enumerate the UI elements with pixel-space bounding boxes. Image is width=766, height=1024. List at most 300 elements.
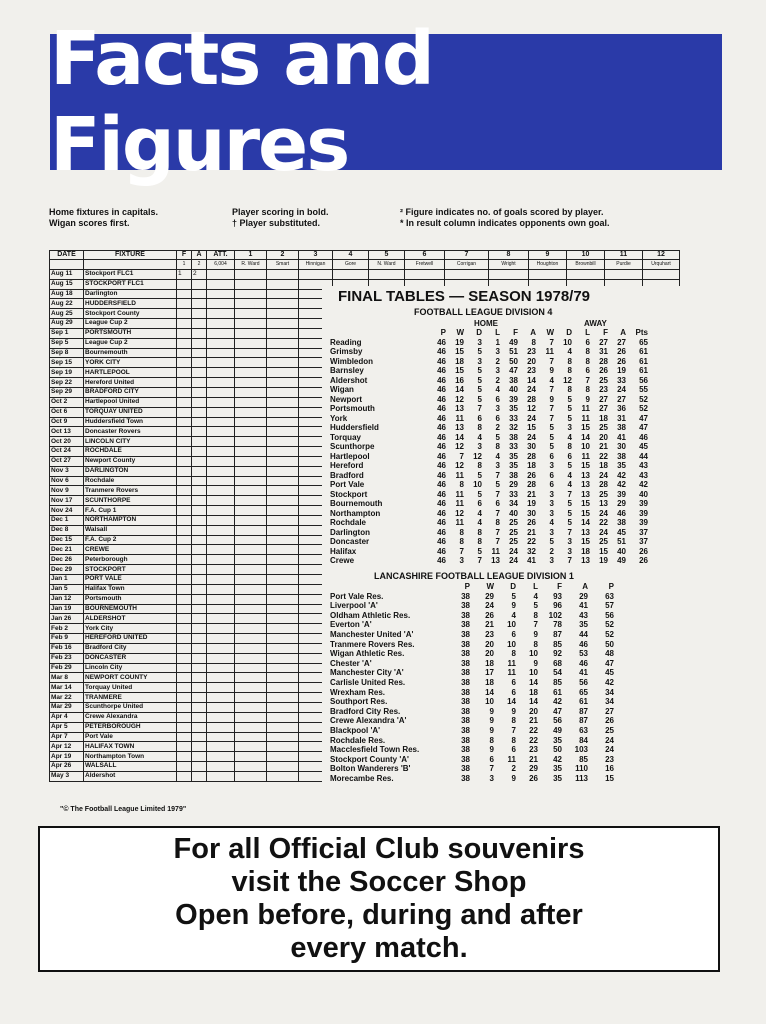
stat-value: 38 bbox=[461, 706, 470, 716]
result-cell bbox=[177, 447, 192, 457]
fixture-name: HEREFORD UNITED bbox=[84, 634, 177, 644]
result-cell bbox=[267, 496, 299, 506]
stat-value: 27 bbox=[617, 394, 626, 404]
table-row bbox=[330, 442, 648, 452]
table-row bbox=[330, 640, 614, 650]
result-cell bbox=[207, 624, 235, 634]
stat-value: 4 bbox=[495, 385, 500, 394]
result-cell bbox=[207, 712, 235, 722]
stat-value: 53 bbox=[579, 649, 588, 659]
stat-value: 27 bbox=[599, 394, 608, 404]
result-cell bbox=[177, 535, 192, 545]
result-cell bbox=[192, 407, 207, 417]
stat-value: 38 bbox=[509, 470, 518, 480]
result-cell bbox=[192, 506, 207, 516]
stat-value: 12 bbox=[563, 375, 572, 385]
notes-right bbox=[400, 207, 610, 229]
result-cell bbox=[207, 762, 235, 772]
stat-value: 38 bbox=[461, 773, 470, 783]
stat-value: 34 bbox=[605, 687, 614, 697]
result-cell bbox=[235, 624, 267, 634]
stat-value: 1 bbox=[495, 337, 500, 347]
result-cell bbox=[207, 515, 235, 525]
result-cell bbox=[235, 437, 267, 447]
stat-value: 7 bbox=[549, 337, 554, 347]
result-cell bbox=[267, 338, 299, 348]
stat-value: 4 bbox=[567, 470, 572, 480]
stat-value: 38 bbox=[461, 601, 470, 611]
result-cell bbox=[207, 358, 235, 368]
fixture-date: Sep 8 bbox=[50, 348, 84, 358]
fixture-date: Feb 16 bbox=[50, 643, 84, 653]
stat-header: A bbox=[530, 328, 536, 337]
result-cell bbox=[235, 358, 267, 368]
result-cell bbox=[177, 604, 192, 614]
stat-value: 50 bbox=[509, 356, 518, 366]
column-header: 6 bbox=[405, 251, 445, 260]
stat-value: 29 bbox=[579, 591, 588, 601]
result-cell bbox=[235, 407, 267, 417]
stat-value: 6 bbox=[495, 394, 500, 404]
stat-header: L bbox=[533, 582, 538, 591]
fixture-name: Rochdale bbox=[84, 476, 177, 486]
table-row bbox=[330, 668, 614, 678]
column-header: F bbox=[177, 251, 192, 260]
stat-value: 10 bbox=[563, 337, 572, 347]
header-banner bbox=[50, 16, 722, 188]
result-cell bbox=[235, 486, 267, 496]
stat-header: W bbox=[456, 328, 464, 337]
result-cell bbox=[207, 594, 235, 604]
fixture-name: LINCOLN CITY bbox=[84, 437, 177, 447]
result-cell bbox=[177, 309, 192, 319]
team-name: Stockport County 'A' bbox=[330, 754, 409, 764]
stat-value: 28 bbox=[527, 451, 536, 461]
result-cell bbox=[177, 368, 192, 378]
final-tables-title: FINAL TABLES — SEASON 1978/79 bbox=[338, 288, 591, 305]
stat-value: 8 bbox=[533, 610, 538, 620]
table-row bbox=[330, 745, 614, 755]
stat-value: 46 bbox=[437, 451, 446, 461]
stat-value: 42 bbox=[639, 480, 648, 489]
player-name: Houghton bbox=[529, 260, 567, 270]
result-cell bbox=[192, 427, 207, 437]
team-name: Southport Res. bbox=[330, 697, 388, 707]
player-name: N. Ward bbox=[369, 260, 405, 270]
stat-value: 40 bbox=[617, 546, 626, 556]
stat-value: 9 bbox=[489, 745, 494, 755]
table-row bbox=[330, 611, 614, 621]
stat-value: 14 bbox=[529, 677, 538, 687]
fixture-date: Dec 29 bbox=[50, 565, 84, 575]
stat-value: 32 bbox=[527, 546, 536, 556]
fixture-name: DARLINGTON bbox=[84, 466, 177, 476]
result-cell bbox=[207, 407, 235, 417]
stat-value: 5 bbox=[567, 499, 572, 508]
result-cell bbox=[267, 437, 299, 447]
stat-value: 47 bbox=[605, 658, 614, 668]
result-cell bbox=[177, 456, 192, 466]
team-name: Doncaster bbox=[330, 537, 370, 546]
result-cell bbox=[177, 417, 192, 427]
result-cell bbox=[267, 594, 299, 604]
stat-value: 55 bbox=[639, 385, 648, 394]
advert-line: For all Official Club souvenirs bbox=[173, 833, 585, 865]
result-cell bbox=[192, 368, 207, 378]
result-cell bbox=[235, 742, 267, 752]
table-row bbox=[330, 630, 614, 640]
stat-value: 13 bbox=[581, 556, 590, 565]
fixture-name: York City bbox=[84, 624, 177, 634]
soccer-shop-advert bbox=[38, 826, 720, 972]
stat-value: 10 bbox=[507, 620, 516, 630]
column-header: 10 bbox=[567, 251, 605, 260]
fixture-date: Dec 1 bbox=[50, 515, 84, 525]
stat-value: 15 bbox=[581, 537, 590, 546]
stat-header: A bbox=[620, 328, 626, 337]
stat-value: 20 bbox=[485, 639, 494, 649]
stat-value: 33 bbox=[617, 375, 626, 385]
result-cell bbox=[207, 742, 235, 752]
stat-value: 38 bbox=[461, 754, 470, 764]
result-cell bbox=[207, 486, 235, 496]
fixture-date: Aug 18 bbox=[50, 289, 84, 299]
stat-value: 7 bbox=[585, 375, 590, 385]
result-cell bbox=[207, 683, 235, 693]
advert-line: visit the Soccer Shop bbox=[231, 866, 527, 898]
stat-value: 61 bbox=[639, 347, 648, 356]
column-header: 11 bbox=[605, 251, 643, 260]
div4-header-row bbox=[330, 328, 648, 338]
stat-value: 15 bbox=[455, 366, 464, 375]
team-name: Rochdale bbox=[330, 518, 367, 527]
result-cell bbox=[235, 634, 267, 644]
stat-value: 14 bbox=[507, 697, 516, 707]
stat-value: 9 bbox=[549, 366, 554, 375]
stat-value: 7 bbox=[477, 404, 482, 413]
fixtures-header-row bbox=[50, 251, 680, 260]
result-cell bbox=[192, 279, 207, 289]
result-cell bbox=[267, 358, 299, 368]
stat-value: 11 bbox=[507, 658, 516, 668]
stat-value: 15 bbox=[581, 499, 590, 508]
team-name: Wimbledon bbox=[330, 356, 374, 366]
stat-value: 37 bbox=[639, 527, 648, 537]
result-cell bbox=[177, 702, 192, 712]
stat-value: 3 bbox=[477, 442, 482, 451]
team-name: Port Vale bbox=[330, 480, 365, 489]
stat-value: 18 bbox=[529, 687, 538, 697]
result-cell bbox=[207, 663, 235, 673]
result-cell bbox=[192, 447, 207, 457]
stat-value: 102 bbox=[548, 610, 562, 620]
stat-value: 38 bbox=[461, 668, 470, 678]
fixture-date: Feb 29 bbox=[50, 663, 84, 673]
result-cell bbox=[192, 466, 207, 476]
result-cell bbox=[207, 309, 235, 319]
stat-value: 3 bbox=[477, 356, 482, 366]
fixture-name: HUDDERSFIELD bbox=[84, 299, 177, 309]
stat-value: 39 bbox=[639, 518, 648, 527]
result-cell bbox=[177, 496, 192, 506]
result-cell bbox=[235, 594, 267, 604]
result-cell bbox=[177, 722, 192, 732]
result-cell bbox=[192, 634, 207, 644]
stat-value: 35 bbox=[509, 451, 518, 461]
table-row bbox=[330, 452, 648, 462]
stat-value: 22 bbox=[527, 537, 536, 546]
stat-value: 14 bbox=[529, 697, 538, 707]
stat-value: 7 bbox=[459, 546, 464, 556]
column-header: ATT. bbox=[207, 251, 235, 260]
stat-header: F bbox=[557, 582, 562, 591]
fixture-date: Jan 26 bbox=[50, 614, 84, 624]
result-cell bbox=[267, 702, 299, 712]
player-name: 6,004 bbox=[207, 260, 235, 270]
result-cell bbox=[177, 525, 192, 535]
fixture-name: WALSALL bbox=[84, 762, 177, 772]
result-cell bbox=[192, 437, 207, 447]
fixture-date: Dec 21 bbox=[50, 545, 84, 555]
fixture-name: Crewe Alexandra bbox=[84, 712, 177, 722]
stat-value: 35 bbox=[617, 461, 626, 470]
copyright-note: "© The Football League Limited 1979" bbox=[60, 806, 187, 813]
stat-value: 35 bbox=[553, 764, 562, 774]
stat-header: D bbox=[476, 328, 482, 337]
stat-value: 87 bbox=[553, 629, 562, 639]
stat-value: 31 bbox=[617, 413, 626, 423]
result-cell bbox=[177, 299, 192, 309]
stat-value: 35 bbox=[553, 773, 562, 783]
stat-value: 8 bbox=[585, 356, 590, 366]
stat-value: 68 bbox=[553, 658, 562, 668]
table-row bbox=[330, 537, 648, 547]
stat-value: 35 bbox=[509, 461, 518, 470]
stat-value: 61 bbox=[639, 356, 648, 366]
stat-value: 25 bbox=[509, 537, 518, 546]
result-cell bbox=[192, 683, 207, 693]
result-cell bbox=[177, 515, 192, 525]
result-cell bbox=[207, 653, 235, 663]
stat-value: 43 bbox=[639, 461, 648, 470]
stat-header: Pts bbox=[635, 328, 648, 337]
stat-value: 24 bbox=[605, 745, 614, 755]
stat-value: 92 bbox=[553, 649, 562, 659]
stat-value: 18 bbox=[485, 658, 494, 668]
result-cell bbox=[267, 575, 299, 585]
stat-value: 31 bbox=[599, 347, 608, 356]
team-name: Aldershot bbox=[330, 375, 368, 385]
note-line: † Player substituted. bbox=[232, 218, 321, 228]
stat-value: 14 bbox=[485, 687, 494, 697]
result-cell bbox=[235, 771, 267, 781]
result-cell bbox=[267, 614, 299, 624]
stat-value: 4 bbox=[495, 451, 500, 461]
fixture-date: Mar 14 bbox=[50, 683, 84, 693]
result-cell bbox=[177, 663, 192, 673]
stat-value: 46 bbox=[437, 527, 446, 537]
result-cell bbox=[445, 269, 489, 279]
stat-value: 29 bbox=[485, 591, 494, 601]
stat-value: 25 bbox=[509, 518, 518, 527]
column-header: 5 bbox=[369, 251, 405, 260]
result-cell bbox=[177, 338, 192, 348]
stat-value: 21 bbox=[529, 716, 538, 726]
stat-value: 5 bbox=[567, 413, 572, 423]
stat-value: 46 bbox=[437, 508, 446, 518]
fixture-name: Halifax Town bbox=[84, 584, 177, 594]
stat-value: 10 bbox=[485, 697, 494, 707]
stat-value: 4 bbox=[567, 480, 572, 489]
table-row bbox=[330, 592, 614, 602]
team-name: Oldham Athletic Res. bbox=[330, 610, 411, 620]
result-cell bbox=[207, 289, 235, 299]
stat-value: 5 bbox=[477, 489, 482, 499]
stat-value: 46 bbox=[437, 375, 446, 385]
result-cell bbox=[192, 476, 207, 486]
stat-value: 8 bbox=[459, 527, 464, 537]
fixture-name: PETERBOROUGH bbox=[84, 722, 177, 732]
result-cell bbox=[235, 565, 267, 575]
stat-value: 12 bbox=[455, 461, 464, 470]
fixture-name: Stockport FLC1 bbox=[84, 269, 177, 279]
result-cell bbox=[267, 634, 299, 644]
stat-value: 13 bbox=[599, 499, 608, 508]
fixture-date: Feb 23 bbox=[50, 653, 84, 663]
stat-value: 34 bbox=[509, 499, 518, 508]
table-row bbox=[330, 688, 614, 698]
stat-value: 61 bbox=[639, 366, 648, 375]
stat-value: 8 bbox=[477, 461, 482, 470]
result-cell bbox=[192, 515, 207, 525]
fixture-cell bbox=[50, 260, 84, 270]
fixture-name: Huddersfield Town bbox=[84, 417, 177, 427]
stat-value: 5 bbox=[477, 366, 482, 375]
result-cell bbox=[369, 269, 405, 279]
stat-value: 85 bbox=[579, 754, 588, 764]
result-cell: 2 bbox=[192, 269, 207, 279]
fixture-date: Apr 4 bbox=[50, 712, 84, 722]
result-cell bbox=[192, 575, 207, 585]
stat-value: 84 bbox=[579, 735, 588, 745]
stat-value: 26 bbox=[605, 716, 614, 726]
stat-value: 56 bbox=[639, 375, 648, 385]
stat-value: 13 bbox=[491, 556, 500, 565]
stat-value: 9 bbox=[533, 629, 538, 639]
column-header: FIXTURE bbox=[84, 251, 177, 260]
result-cell bbox=[192, 663, 207, 673]
stat-value: 50 bbox=[605, 639, 614, 649]
result-cell bbox=[267, 368, 299, 378]
stat-value: 20 bbox=[527, 356, 536, 366]
result-cell bbox=[192, 624, 207, 634]
fixture-name: Peterborough bbox=[84, 555, 177, 565]
stat-value: 57 bbox=[605, 601, 614, 611]
stat-value: 96 bbox=[553, 601, 562, 611]
fixture-name: Stockport County bbox=[84, 309, 177, 319]
result-cell bbox=[267, 407, 299, 417]
stat-value: 24 bbox=[527, 385, 536, 394]
note-line: * In result column indicates opponents own goal. bbox=[400, 218, 610, 228]
stat-value: 12 bbox=[527, 404, 536, 413]
result-cell bbox=[192, 358, 207, 368]
note-line: ² Figure indicates no. of goals scored by player. bbox=[400, 207, 604, 217]
stat-value: 38 bbox=[461, 610, 470, 620]
team-name: Macclesfield Town Res. bbox=[330, 745, 420, 755]
stat-value: 38 bbox=[461, 591, 470, 601]
stat-value: 36 bbox=[617, 404, 626, 413]
stat-value: 19 bbox=[527, 499, 536, 508]
table-row bbox=[330, 395, 648, 405]
stat-value: 4 bbox=[477, 508, 482, 518]
result-cell bbox=[177, 348, 192, 358]
fixture-name: Portsmouth bbox=[84, 594, 177, 604]
result-cell bbox=[235, 653, 267, 663]
stat-value: 19 bbox=[455, 337, 464, 347]
fixture-date: Jan 5 bbox=[50, 584, 84, 594]
team-name: Crewe Alexandra 'A' bbox=[330, 716, 407, 726]
stat-value: 47 bbox=[553, 706, 562, 716]
result-cell bbox=[192, 289, 207, 299]
stat-value: 29 bbox=[617, 499, 626, 508]
stat-value: 7 bbox=[549, 356, 554, 366]
stat-value: 38 bbox=[461, 745, 470, 755]
stat-header: D bbox=[566, 328, 572, 337]
final-tables-panel bbox=[322, 286, 712, 790]
stat-value: 46 bbox=[437, 337, 446, 347]
stat-value: 8 bbox=[585, 385, 590, 394]
stat-value: 5 bbox=[549, 432, 554, 442]
stat-value: 14 bbox=[455, 432, 464, 442]
stat-value: 5 bbox=[567, 394, 572, 404]
table-row bbox=[330, 547, 648, 557]
stat-value: 18 bbox=[527, 461, 536, 470]
fixture-date: Sep 29 bbox=[50, 387, 84, 397]
fixture-date: May 3 bbox=[50, 771, 84, 781]
stat-value: 9 bbox=[533, 658, 538, 668]
team-name: Carlisle United Res. bbox=[330, 677, 406, 687]
stat-value: 12 bbox=[455, 508, 464, 518]
result-cell bbox=[235, 575, 267, 585]
fixture-name: YORK CITY bbox=[84, 358, 177, 368]
stat-value: 11 bbox=[581, 404, 590, 413]
result-cell bbox=[235, 279, 267, 289]
result-cell bbox=[235, 683, 267, 693]
result-cell bbox=[192, 309, 207, 319]
result-cell bbox=[192, 525, 207, 535]
team-name: Scunthorpe bbox=[330, 442, 375, 451]
result-cell bbox=[177, 279, 192, 289]
stat-value: 3 bbox=[567, 537, 572, 546]
result-cell bbox=[207, 752, 235, 762]
result-cell bbox=[235, 319, 267, 329]
stat-value: 46 bbox=[437, 394, 446, 404]
result-cell bbox=[235, 309, 267, 319]
stat-value: 9 bbox=[511, 773, 516, 783]
result-cell: 1 bbox=[177, 269, 192, 279]
result-cell bbox=[207, 456, 235, 466]
stat-value: 93 bbox=[553, 591, 562, 601]
result-cell bbox=[267, 397, 299, 407]
stat-header: A bbox=[582, 582, 588, 591]
fixture-date: Oct 27 bbox=[50, 456, 84, 466]
team-name: Morecambe Res. bbox=[330, 773, 394, 783]
stat-header: L bbox=[495, 328, 500, 337]
note-line: Player scoring in bold. bbox=[232, 207, 329, 217]
stat-value: 5 bbox=[477, 394, 482, 404]
team-name: Bournemouth bbox=[330, 499, 383, 508]
stat-value: 3 bbox=[495, 461, 500, 470]
